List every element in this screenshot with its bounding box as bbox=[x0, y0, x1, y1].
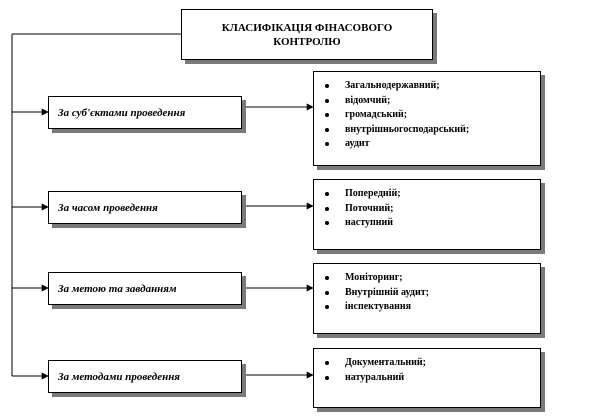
category-box-purpose bbox=[48, 272, 242, 305]
items-box-subjects bbox=[313, 71, 541, 166]
list-item: громадський; bbox=[345, 108, 534, 123]
list-item: Внутрішній аудит; bbox=[345, 286, 534, 301]
category-label: За методами проведення bbox=[58, 370, 180, 383]
category-box-methods bbox=[48, 360, 242, 393]
list-item: наступний bbox=[345, 216, 534, 231]
items-box-methods bbox=[313, 348, 541, 408]
category-box-subjects bbox=[48, 96, 242, 129]
list-item: аудит bbox=[345, 137, 534, 152]
list-item: інспектування bbox=[345, 300, 534, 315]
title-line-2: КОНТРОЛЮ bbox=[273, 35, 341, 48]
list-item: Моніторинг; bbox=[345, 271, 534, 286]
list-item: натуральний bbox=[345, 371, 534, 386]
title-line-1: КЛАСИФІКАЦІЯ ФІНАСОВОГО bbox=[221, 21, 393, 34]
category-label: За часом проведення bbox=[58, 201, 158, 214]
category-label: За суб'єктами проведення bbox=[58, 106, 186, 119]
category-label: За метою та завданням bbox=[58, 282, 177, 295]
list-item: Попередній; bbox=[345, 187, 534, 202]
diagram-title-box bbox=[181, 9, 433, 60]
items-box-purpose bbox=[313, 263, 541, 334]
list-item: Загальнодержавний; bbox=[345, 79, 534, 94]
list-item: внутрішньогосподарський; bbox=[345, 123, 534, 138]
category-box-time bbox=[48, 191, 242, 224]
list-item: відомчий; bbox=[345, 94, 534, 109]
items-box-time bbox=[313, 179, 541, 250]
list-item: Документальний; bbox=[345, 356, 534, 371]
list-item: Поточний; bbox=[345, 202, 534, 217]
